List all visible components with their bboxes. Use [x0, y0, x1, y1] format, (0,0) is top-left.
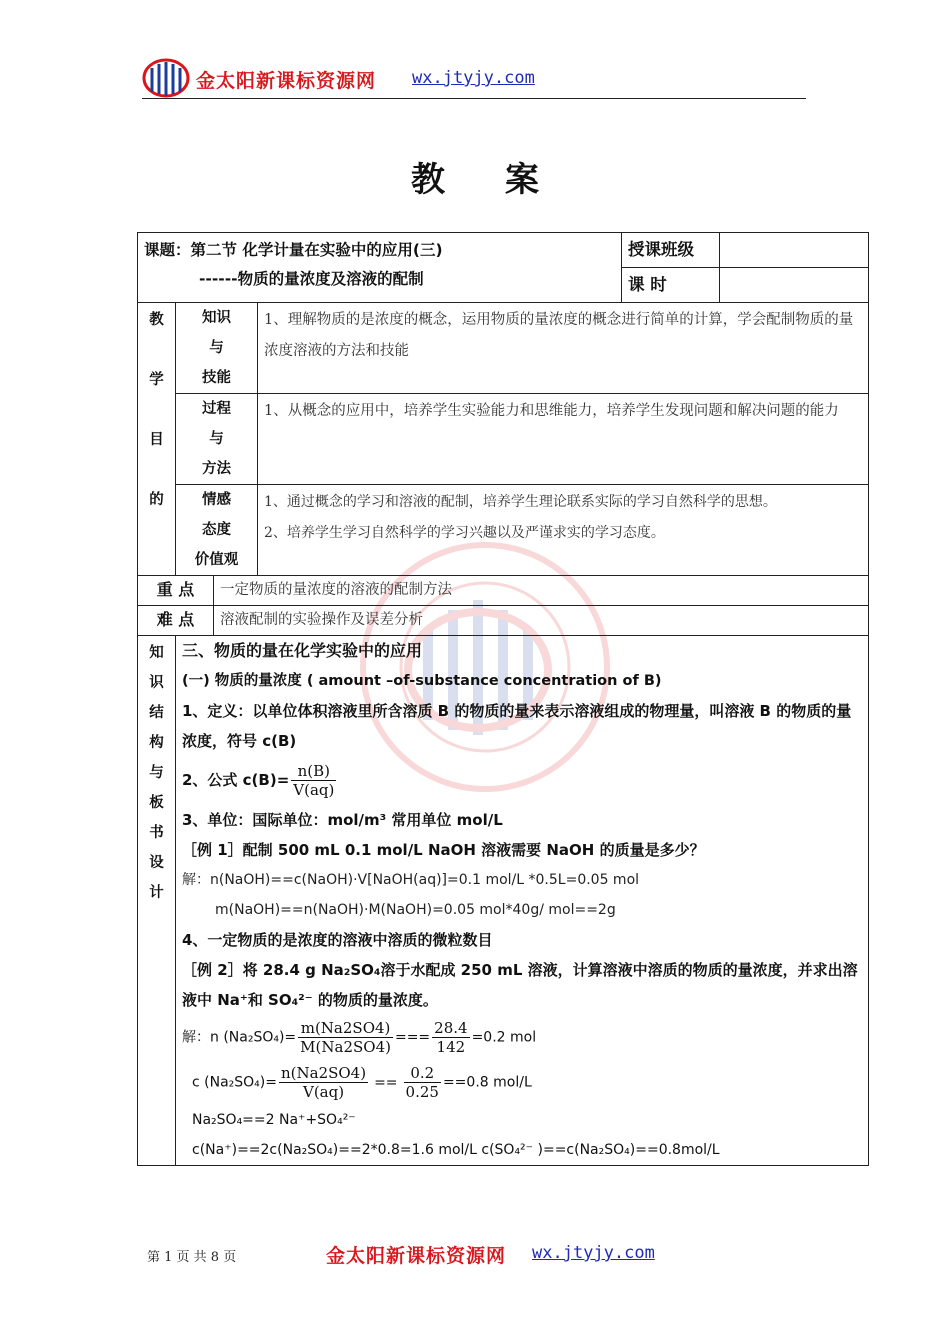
solution2-suffix: =0.2 mol: [471, 1029, 537, 1046]
fraction-numerator: 0.2: [404, 1064, 441, 1083]
difficulty-label: 难 点: [138, 606, 214, 636]
goal-label-char: 目: [149, 432, 164, 448]
ionization-equation: Na₂SO₄==2 Na⁺+SO₄²⁻: [192, 1112, 356, 1128]
topic-cell: [138, 233, 622, 303]
solution2-mid: ===: [394, 1029, 431, 1046]
solution1-line-b: m(NaOH)==n(NaOH)·M(NaOH)=0.05 mol*40g/ mol==2g: [215, 902, 616, 918]
fraction-numerator: n(B): [291, 762, 336, 781]
class-label: 授课班级: [622, 233, 720, 268]
footer-site-link[interactable]: wx.jtyjy.com: [532, 1243, 655, 1263]
fraction-denominator: V(aq): [293, 781, 335, 799]
solution3-fraction: [279, 1064, 368, 1101]
page-header: [142, 58, 806, 99]
formula-line: [182, 756, 862, 805]
label-line: 与: [209, 431, 224, 447]
board-label-char: 结: [149, 705, 164, 721]
solution2-fraction: [298, 1019, 393, 1056]
solution3-prefix: c (Na₂SO₄)=: [192, 1074, 277, 1091]
goal-process-label: [176, 394, 258, 485]
fraction-denominator: M(Na2SO4): [300, 1038, 391, 1056]
goal-process-text: 1、从概念的应用中，培养学生实验能力和思维能力，培养学生发现问题和解决问题的能力: [258, 394, 869, 485]
goal-label-char: 的: [149, 492, 164, 508]
fraction-numerator: m(Na2SO4): [298, 1019, 393, 1038]
board-label-char: 书: [149, 825, 164, 841]
label-line: 态度: [202, 522, 231, 538]
attitude-line: 1、通过概念的学习和溶液的配制，培养学生理论联系实际的学习自然科学的思想。: [264, 494, 777, 510]
label-line: 技能: [202, 370, 231, 386]
solution1-line-a: 解：n(NaOH)==c(NaOH)·V[NaOH(aq)]=0.1 mol/L *0.5L=0.05 mol: [182, 872, 640, 888]
fraction-denominator: V(aq): [302, 1083, 345, 1101]
unit-text: 3、单位：国际单位：mol/m³ 常用单位 mol/L: [182, 811, 503, 829]
class-value: [720, 233, 869, 268]
label-line: 方法: [202, 461, 231, 477]
footer-brand: 金太阳新课标资源网: [326, 1245, 507, 1267]
jty-logo-icon: [142, 58, 190, 98]
brand-name: 金太阳新课标资源网: [196, 70, 377, 92]
solution3-fraction-2: [404, 1064, 441, 1101]
label-line: 与: [209, 340, 224, 356]
label-line: 价值观: [194, 552, 239, 568]
key-point-label: 重 点: [138, 576, 214, 606]
label-line: 过程: [202, 401, 231, 417]
goal-attitude-label: [176, 485, 258, 576]
page-number: 第 1 页 共 8 页: [147, 1250, 237, 1265]
label-line: 知识: [202, 310, 231, 326]
solution2-line: [182, 1015, 862, 1060]
key-point-text: 一定物质的量浓度的溶液的配制方法: [214, 576, 869, 606]
section-heading: 三、物质的量在化学实验中的应用: [182, 641, 423, 660]
point4-text: 4、一定物质的是浓度的溶液中溶质的微粒数目: [182, 931, 493, 949]
solution2-fraction-2: [432, 1019, 469, 1056]
topic-line1: 课题：第二节 化学计量在实验中的应用(三): [144, 241, 443, 259]
board-label: [138, 636, 176, 1166]
hours-label: 课 时: [622, 268, 720, 303]
solution3-line: [182, 1060, 862, 1105]
page-footer: [0, 1238, 950, 1268]
label-line: 情感: [202, 492, 231, 508]
solution3-suffix: ==0.8 mol/L: [442, 1074, 532, 1091]
site-link[interactable]: wx.jtyjy.com: [412, 68, 535, 88]
board-label-char: 构: [149, 735, 164, 751]
fraction-numerator: 28.4: [434, 1019, 468, 1037]
board-label-char: 设: [149, 855, 164, 871]
board-label-char: 识: [149, 675, 164, 691]
goal-knowledge-text: 1、理解物质的是浓度的概念，运用物质的量浓度的概念进行简单的计算，学会配制物质的量浓度溶液的方法和技能: [258, 303, 869, 394]
hours-value: [720, 268, 869, 303]
attitude-line: 2、培养学生学习自然科学的学习兴趣以及严谨求实的学习态度。: [264, 525, 665, 541]
difficulty-text: 溶液配制的实验操作及误差分析: [214, 606, 869, 636]
board-label-char: 计: [149, 885, 164, 901]
board-label-char: 知: [149, 645, 164, 661]
fraction-numerator: n(Na2SO4): [280, 1064, 367, 1082]
formula-prefix: 2、公式 c(B)=: [182, 771, 290, 789]
ion-concentration-line: c(Na⁺)==2c(Na₂SO₄)==2*0.8=1.6 mol/L c(SO₄²⁻ )==c(Na₂SO₄)==0.8mol/L: [192, 1142, 720, 1158]
fraction-denominator: 142: [436, 1038, 466, 1056]
example1-text: ［例 1］配制 500 mL 0.1 mol/L NaOH 溶液需要 NaOH 的质量是多少？: [182, 841, 705, 859]
lesson-plan-table: [137, 232, 869, 1166]
board-label-char: 板: [149, 795, 164, 811]
formula-fraction: [291, 762, 336, 799]
goal-knowledge-label: [176, 303, 258, 394]
goal-label-char: 教: [149, 312, 164, 328]
solution2-prefix: 解：n (Na₂SO₄)=: [182, 1029, 297, 1046]
page-title: 教案: [411, 160, 599, 200]
goal-label: [138, 303, 176, 576]
topic-line2: ------物质的量浓度及溶液的配制: [199, 270, 424, 288]
goal-label-char: 学: [149, 372, 164, 388]
fraction-denominator: 0.25: [405, 1083, 439, 1101]
goal-attitude-text: [258, 485, 869, 576]
solution3-mid: ==: [374, 1074, 398, 1091]
definition-text: 1、定义：以单位体积溶液里所含溶质 B 的物质的量来表示溶液组成的物理量，叫溶液 B 的物质的量浓度，符号 c(B): [182, 702, 852, 750]
subsection-heading: (一) 物质的量浓度 ( amount –of-substance concentration of B): [182, 673, 662, 689]
board-label-char: 与: [149, 765, 164, 781]
example2-text: ［例 2］将 28.4 g Na₂SO₄溶于水配成 250 mL 溶液，计算溶液中溶质的物质的量浓度，并求出溶液中 Na⁺和 SO₄²⁻ 的物质的量浓度。: [182, 961, 858, 1009]
board-content: [176, 636, 869, 1166]
